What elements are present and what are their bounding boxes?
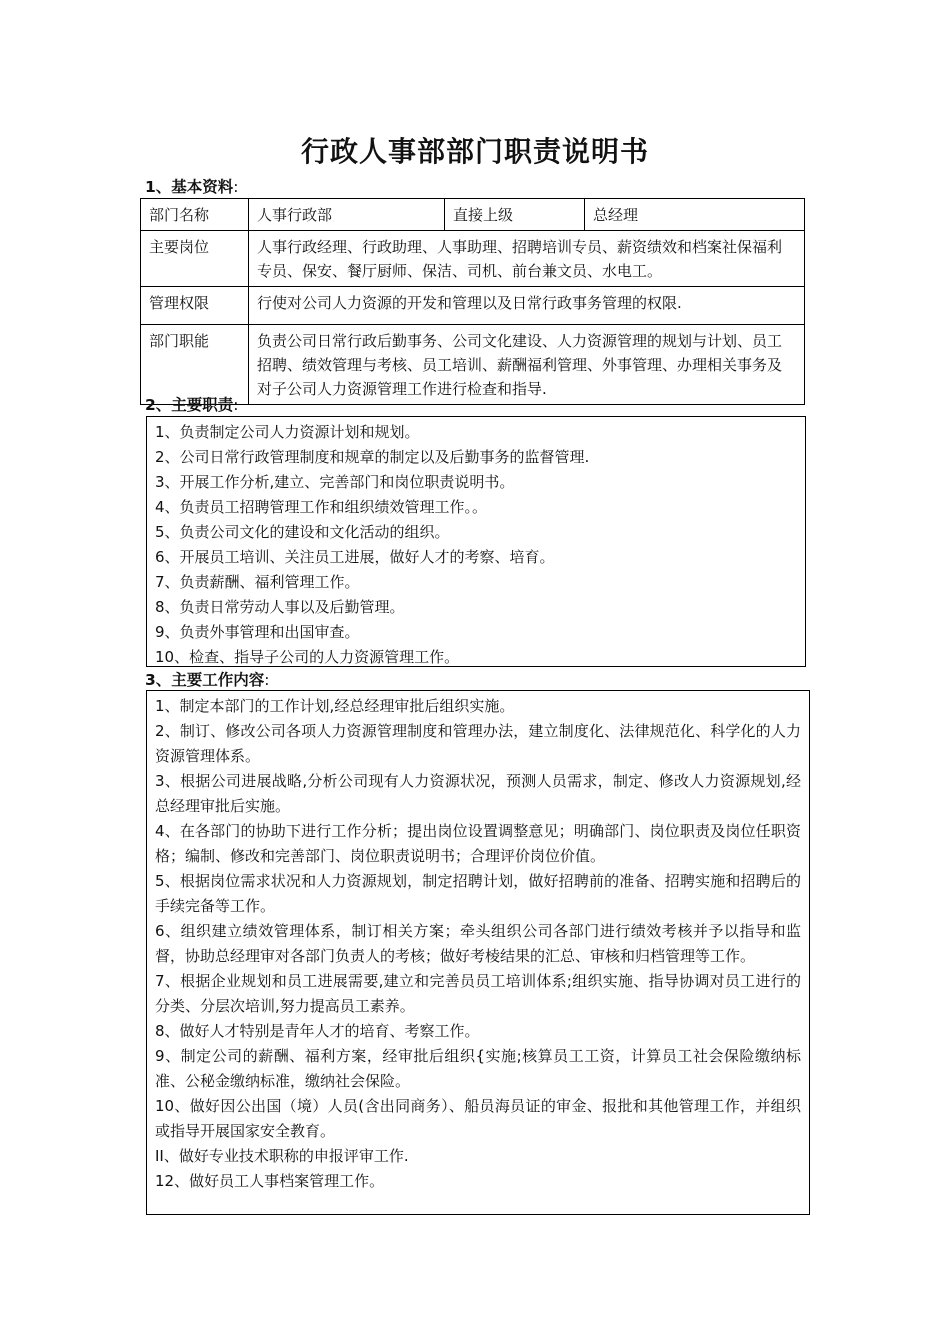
list-item: 12、做好员工人事档案管理工作。 — [155, 1172, 385, 1190]
authority-value: 行使对公司人力资源的开发和管理以及日常行政事务管理的权限. — [249, 287, 805, 325]
list-item: 6、开展员工培训、关注员工进展，做好人才的考察、培育。 — [155, 548, 555, 566]
section-heading-text: 2、主要职责 — [145, 396, 234, 414]
list-item: 10、做好因公出国（境）人员(含出同商务）、船员海员证的审金、报批和其他管理工作，并组织或指导开展国家安全教育。 — [155, 1097, 801, 1140]
list-item: 9、负责外事管理和出国审查。 — [155, 623, 360, 641]
superior-value: 总经理 — [585, 199, 805, 231]
superior-label: 直接上级 — [445, 199, 585, 231]
list-item: 10、检查、指导子公司的人力资源管理工作。 — [155, 648, 460, 666]
list-item: 8、负责日常劳动人事以及后勤管理。 — [155, 598, 405, 616]
heading-colon: : — [233, 178, 239, 196]
work-content-box — [146, 690, 810, 1215]
dept-name-value: 人事行政部 — [249, 199, 445, 231]
list-item: 5、根据岗位需求状况和人力资源规划，制定招聘计划，做好招聘前的准备、招聘实施和招聘后的手续完备等工作。 — [155, 872, 801, 915]
basic-info-table — [140, 198, 805, 405]
list-item: 7、根据企业规划和员工进展需要,建立和完善员员工培训体系;组织实施、指导协调对员工进行的分类、分层次培训,努力提高员工素养。 — [155, 972, 801, 1015]
document-title: 行政人事部部门职责说明书 — [300, 135, 649, 168]
list-item: 2、公司日常行政管理制度和规章的制定以及后勤事务的监督管理. — [155, 448, 590, 466]
main-duties-box — [146, 416, 806, 667]
dept-name-label: 部门名称 — [141, 199, 249, 231]
list-item: 8、做好人才特别是青年人才的培育、考察工作。 — [155, 1022, 480, 1040]
list-item: 4、在各部门的协助下进行工作分析；提出岗位设置调整意见；明确部门、岗位职责及岗位任职资格；编制、修改和完善部门、岗位职责说明书；合理评价岗位价值。 — [155, 822, 801, 865]
section-heading-text: 3、主要工作内容 — [145, 671, 265, 689]
heading-colon: : — [264, 671, 270, 689]
list-item: 1、负责制定公司人力资源计划和规划。 — [155, 423, 420, 441]
list-item: II、做好专业技术职称的申报评审工作. — [155, 1147, 409, 1165]
list-item: 6、组织建立绩效管理体系，制订相关方案；牵头组织公司各部门进行绩效考核并予以指导和监督，协助总经理审对各部门负责人的考核；做好考棱结果的汇总、审核和归档管理等工作。 — [155, 922, 801, 965]
dept-function-value: 负责公司日常行政后勤事务、公司文化建设、人力资源管理的规划与计划、员工招聘、绩效管理与考核、员工培训、薪酬福利管理、外事管理、办理相关事务及对子公司人力资源管理工作进行检查和指导. — [249, 325, 805, 405]
section-heading-main-duties — [145, 395, 239, 415]
section-heading-work-content — [145, 670, 270, 690]
main-posts-label: 主要岗位 — [141, 231, 249, 287]
table-row — [141, 231, 805, 287]
table-row — [141, 199, 805, 231]
list-item: 4、负责员工招聘管理工作和组织绩效管理工作。。 — [155, 498, 488, 516]
heading-colon: : — [233, 396, 239, 414]
table-row — [141, 325, 805, 405]
list-item: 5、负责公司文化的建设和文化活动的组织。 — [155, 523, 450, 541]
list-item: 3、开展工作分析,建立、完善部门和岗位职责说明书。 — [155, 473, 515, 491]
list-item: 9、制定公司的薪酬、福利方案，经审批后组织{实施;核算员工工资，计算员工社会保险缴纳标准、公秘金缴纳标准，缴纳社会保险。 — [155, 1047, 801, 1090]
dept-function-label: 部门职能 — [141, 325, 249, 405]
section-heading-text: 1、基本资料 — [145, 178, 234, 196]
main-posts-value: 人事行政经理、行政助理、人事助理、招聘培训专员、薪资绩效和档案社保福利专员、保安、餐厅厨师、保洁、司机、前台兼文员、水电工。 — [249, 231, 805, 287]
list-item: 2、制订、修改公司各项人力资源管理制度和管理办法，建立制度化、法律规范化、科学化的人力资源管理体系。 — [155, 722, 801, 765]
list-item: 1、制定本部门的工作计划,经总经理审批后组织实施。 — [155, 697, 515, 715]
section-heading-basic-info — [145, 177, 239, 197]
list-item: 3、根据公司进展战略,分析公司现有人力资源状况，预测人员需求，制定、修改人力资源规划,经总经理审批后实施。 — [155, 772, 801, 815]
list-item: 7、负责薪酬、福利管理工作。 — [155, 573, 360, 591]
authority-label: 管理权限 — [141, 287, 249, 325]
table-row — [141, 287, 805, 325]
